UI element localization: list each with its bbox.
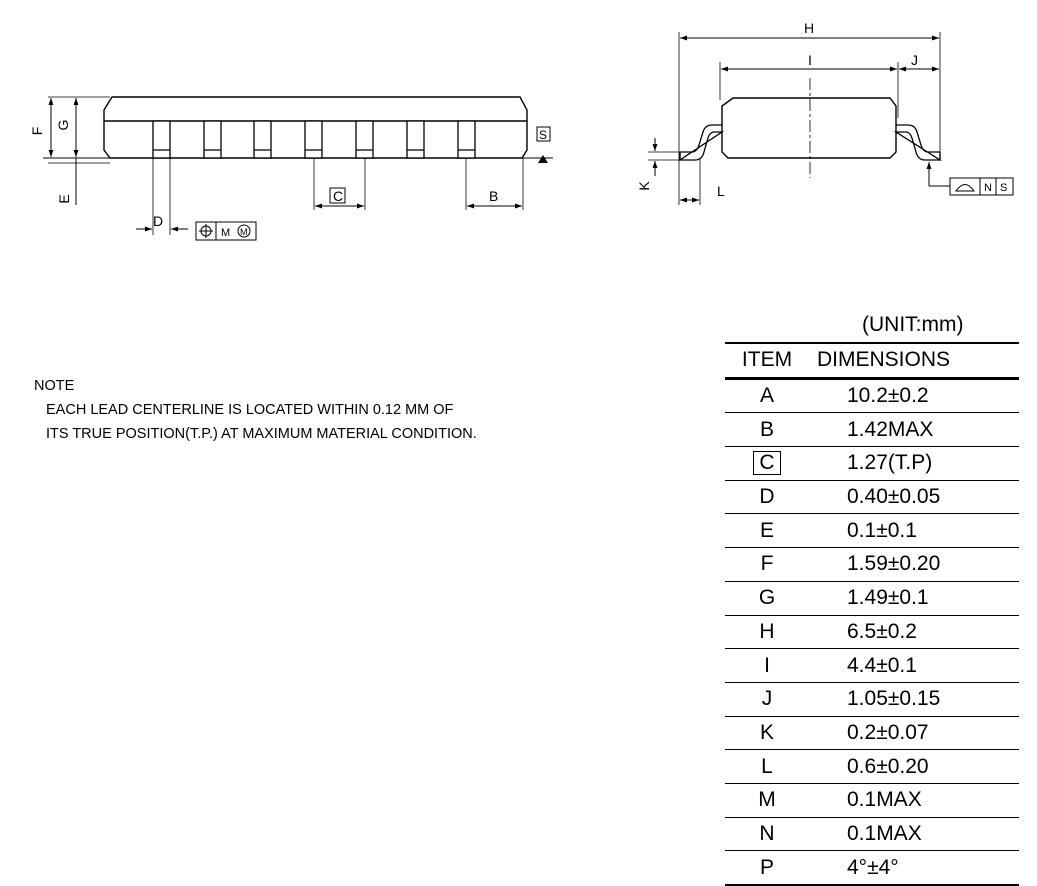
- dimension-value: 1.05±0.15: [809, 682, 1019, 716]
- dimension-value: 6.5±0.2: [809, 615, 1019, 649]
- note-line: EACH LEAD CENTERLINE IS LOCATED WITHIN 0.12 MM OF: [46, 402, 454, 418]
- item-label: P: [759, 855, 774, 879]
- item-label: C: [753, 451, 780, 475]
- label-E: E: [56, 194, 72, 204]
- table-row: [725, 649, 1019, 683]
- item-label: I: [764, 653, 770, 677]
- dimensions-table: [725, 342, 1019, 886]
- item-cell: [725, 514, 809, 548]
- item-label: E: [759, 518, 774, 542]
- label-B: B: [489, 188, 499, 204]
- header-item: ITEM: [725, 343, 809, 378]
- unit-label: (UNIT:mm): [862, 313, 964, 336]
- label-I: I: [808, 52, 812, 68]
- label-H: H: [804, 20, 815, 36]
- item-cell: [725, 682, 809, 716]
- item-cell: [725, 750, 809, 784]
- dimension-value: 0.1±0.1: [809, 514, 1019, 548]
- item-cell: [725, 649, 809, 683]
- table-row: [725, 378, 1019, 413]
- item-label: B: [759, 417, 774, 441]
- dimension-value: 0.40±0.05: [809, 480, 1019, 514]
- package-body-side: [722, 98, 896, 158]
- label-M-circled: M: [240, 227, 248, 237]
- side-view: [648, 32, 1013, 205]
- dimension-value: 10.2±0.2: [809, 378, 1019, 413]
- label-S-front: S: [539, 128, 548, 142]
- table-row: [725, 514, 1019, 548]
- item-label: N: [759, 821, 775, 845]
- label-K: K: [636, 181, 652, 191]
- item-cell: [725, 851, 809, 885]
- label-C: C: [333, 188, 344, 204]
- item-label: G: [758, 586, 776, 610]
- table-row: [725, 783, 1019, 817]
- dimension-value: 1.49±0.1: [809, 581, 1019, 615]
- table-row: [725, 480, 1019, 514]
- dimension-value: 0.1MAX: [809, 783, 1019, 817]
- label-L: L: [717, 183, 725, 199]
- lead-left: [680, 125, 722, 160]
- note-line: ITS TRUE POSITION(T.P.) AT MAXIMUM MATERIAL CONDITION.: [46, 426, 477, 442]
- label-N: N: [984, 182, 992, 194]
- label-F: F: [29, 126, 45, 136]
- item-cell: [725, 615, 809, 649]
- item-cell: [725, 548, 809, 582]
- table-row: [725, 548, 1019, 582]
- item-label: D: [759, 485, 775, 509]
- dimension-value: 0.1MAX: [809, 817, 1019, 851]
- front-view: [43, 97, 553, 240]
- label-S-side: S: [1000, 182, 1008, 194]
- item-label: M: [758, 788, 776, 812]
- table-row: [725, 851, 1019, 885]
- table-body: [725, 378, 1019, 885]
- dimension-value: 0.2±0.07: [809, 716, 1019, 750]
- table-row: [725, 817, 1019, 851]
- lead-right: [896, 125, 940, 160]
- item-label: F: [760, 552, 774, 576]
- dimension-value: 4.4±0.1: [809, 649, 1019, 683]
- label-M: M: [221, 227, 231, 239]
- note-heading: NOTE: [34, 378, 75, 394]
- note-block: [34, 374, 477, 446]
- item-cell: [725, 581, 809, 615]
- dimension-value: 0.6±0.20: [809, 750, 1019, 784]
- dimension-value: 1.59±0.20: [809, 548, 1019, 582]
- item-label: H: [759, 619, 775, 643]
- item-cell: [725, 716, 809, 750]
- header-dimensions: DIMENSIONS: [809, 343, 1019, 378]
- item-cell: [725, 378, 809, 413]
- item-cell: [725, 413, 809, 447]
- table-row: [725, 615, 1019, 649]
- table-row: [725, 413, 1019, 447]
- item-label: L: [761, 754, 773, 778]
- item-cell: [725, 480, 809, 514]
- item-label: J: [761, 687, 773, 711]
- label-D: D: [153, 213, 164, 229]
- dimension-value: 1.42MAX: [809, 413, 1019, 447]
- dimension-value: 1.27(T.P): [809, 447, 1019, 481]
- table-row: [725, 581, 1019, 615]
- dimension-value: 4°±4°: [809, 851, 1019, 885]
- item-label: A: [759, 384, 774, 408]
- table-row: [725, 682, 1019, 716]
- item-cell: [725, 447, 809, 481]
- item-cell: [725, 817, 809, 851]
- label-J: J: [911, 52, 918, 68]
- table-row: [725, 447, 1019, 481]
- table-row: [725, 716, 1019, 750]
- table-header-row: [725, 343, 1019, 378]
- label-G: G: [55, 119, 71, 131]
- item-label: K: [759, 720, 774, 744]
- item-cell: [725, 783, 809, 817]
- table-row: [725, 750, 1019, 784]
